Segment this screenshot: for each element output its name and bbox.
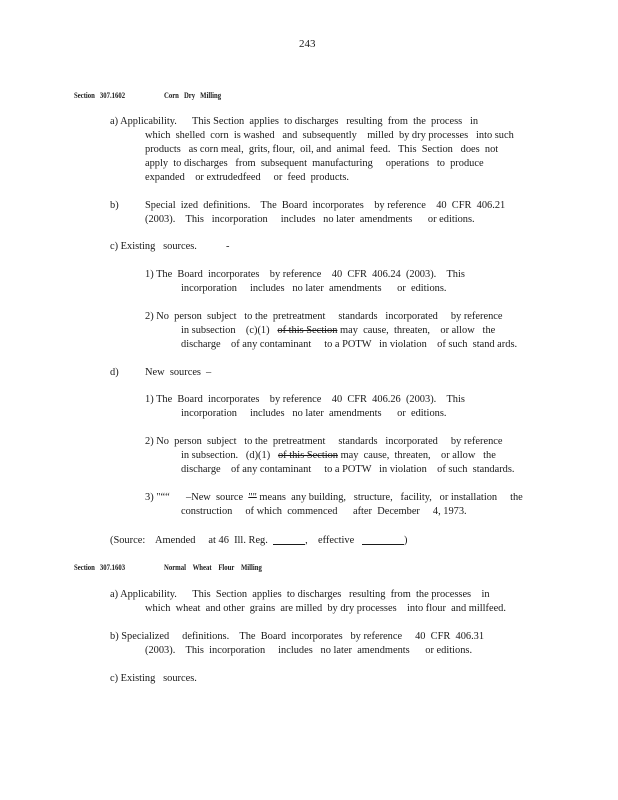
s1602-a-line3: products as corn meal, grits, flour, oil, and animal feed. This Section does not [145, 144, 499, 155]
s1602-d3-line2: construction of which commenced after December 4, 1973. [181, 506, 467, 517]
s1603-c-heading: c) Existing sources. [110, 673, 197, 684]
s1602-c1-line1: 1) The Board incorporates by reference 40 CFR 406.24 (2003). This [145, 269, 465, 280]
s1603-a-line2: which wheat and other grains are milled by dry processes into flour and millfeed. [145, 603, 506, 614]
s1602-d2-struck-text: of this Section [277, 450, 338, 461]
s1602-a-line1: This Section applies to discharges resulting from the process in [192, 116, 479, 127]
s1603-a-line1: a) Applicability. This Section applies to discharges resulting from the processes in [110, 589, 490, 600]
s1602-b-line2: (2003). This incorporation includes no later amendments or editions. [145, 214, 475, 225]
s1602-d3-line1: –New source "" means any building, structure, facility, or installation the [186, 492, 523, 503]
s1602-d1-line1: 1) The Board incorporates by reference 40 CFR 406.26 (2003). This [145, 394, 465, 405]
s1602-d-heading: New sources [145, 367, 201, 378]
s1602-a-line2: which shelled corn is washed and subsequently milled by dry processes into such [145, 130, 514, 141]
section-1602-title: Corn Dry Milling [164, 91, 222, 100]
register-blank [273, 533, 305, 545]
s1602-d3-struck-quote: "" [248, 492, 257, 503]
s1602-d1-line2: incorporation includes no later amendments or editions. [181, 408, 447, 419]
s1602-d-label: d) [110, 367, 119, 378]
s1602-source-note: (Source: Amended at 46 Ill. Reg. , effective ) [110, 535, 408, 546]
s1602-b-label: b) [110, 200, 119, 211]
section-1603-title: Normal Wheat Flour Milling [164, 563, 262, 572]
s1602-c2-line2: in subsection (c)(1) of this Section may cause, threaten, or allow the [181, 325, 496, 336]
page-number: 243 [299, 38, 316, 50]
s1602-c2-line1: 2) No person subject to the pretreatment standards incorporated by reference [145, 311, 503, 322]
s1602-d2-line3: discharge of any contaminant to a POTW in violation of such standards. [181, 464, 515, 475]
s1602-d3-label: 3) "““ [145, 492, 170, 503]
s1602-c2-struck-text: of this Section [277, 325, 338, 336]
effective-date-blank [362, 533, 404, 545]
s1603-b-line1: b) Specialized definitions. The Board incorporates by reference 40 CFR 406.31 [110, 631, 485, 642]
s1603-b-line2: (2003). This incorporation includes no later amendments or editions. [145, 645, 473, 656]
s1602-a-label: a) Applicability. [110, 116, 177, 127]
s1602-d-mark: – [206, 367, 212, 378]
s1602-d2-line2: in subsection. (d)(1) of this Section may cause, threaten, or allow the [181, 450, 496, 461]
s1602-a-line5: expanded or extrudedfeed or feed products. [145, 172, 349, 183]
s1602-c2-line3: discharge of any contaminant to a POTW in violation of such stand ards. [181, 339, 518, 350]
s1602-c1-line2: incorporation includes no later amendments or editions. [181, 283, 447, 294]
s1602-d2-line1: 2) No person subject to the pretreatment standards incorporated by reference [145, 436, 503, 447]
section-1603-number: Section 307.1603 [74, 563, 126, 572]
s1602-b-line1: Special ized definitions. The Board incorporates by reference 40 CFR 406.21 [145, 200, 506, 211]
s1602-a-line4: apply to discharges from subsequent manufacturing operations to produce [145, 158, 484, 169]
s1602-c-heading: c) Existing sources. [110, 241, 197, 252]
section-1602-number: Section 307.1602 [74, 91, 126, 100]
s1602-c-mark: - [226, 241, 230, 252]
